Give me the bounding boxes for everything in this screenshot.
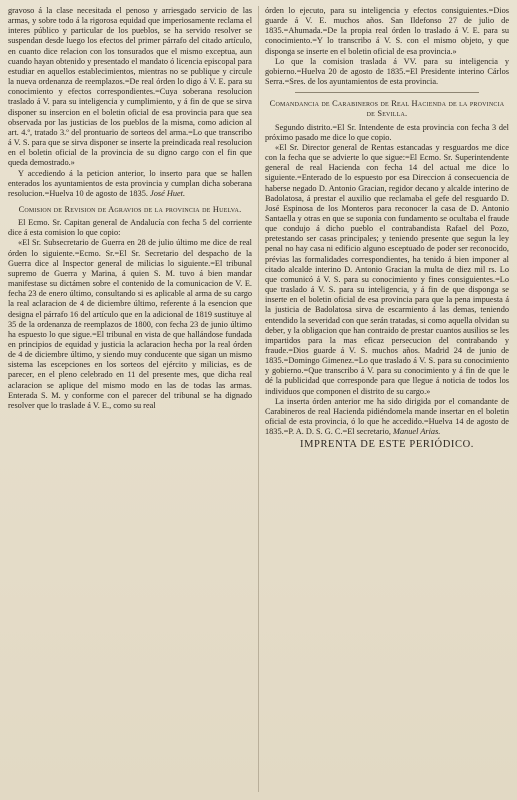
right-paragraph-5-signature: Manuel Arias. bbox=[393, 427, 441, 437]
right-paragraph-2: Lo que la comision traslada á VV. para su inteligencia y gobierno.=Huelva 20 de agosto de 1835.=El Presidente interino Cárlos Serra.=Sres. de los ayuntamientos de esta provincia. bbox=[265, 56, 509, 87]
left-paragraph-2 bbox=[8, 169, 252, 199]
left-paragraph-3: El Ecmo. Sr. Capitan general de Andalucía con fecha 5 del corriente dice á esta comision lo que copio: bbox=[8, 218, 252, 238]
section-divider bbox=[295, 92, 479, 93]
right-column bbox=[258, 6, 509, 792]
right-section-heading: Comandancia de Carabineros de Real Hacienda de la provincia de Sevilla. bbox=[269, 99, 505, 119]
left-paragraph-1: gravoso á la clase necesitada el penoso y arriesgado servicio de las armas, y sobre todo á la rigorosa equidad que imperiosamente reclama el interes público y particular de los pueblos, se ha servido resolver se suspendan desde luego los efectos del primer párrafo del citado artículo, en cuanto dice relacion con los tonsurados que el mismo exceptua, aun cuando hayan obtenido y presentado el mandato ó licencia episcopal para estudiar en aquellos establecimientos, mientras no se publique y circule la nueva ordenanza de reemplazos.=De real órden lo digo á V. E. para su conocimiento y efectos correspondientes.=Cuya soberana resolucion traslado á V. para su inteligencia y cumplimiento, y á fin de que se sirva disponer su insercion en el boletin oficial de esa provincia para que sea observada por las justicias de los pueblos de la misma, como adicion al art. 4.º, tratado 3.º del prontuario de sorteos del arma.=Lo que transcribo á V. S. para que se sirva disponer se inserte la preindicada real resolucion en el boletin oficial de la provincia de su digno cargo con el fin que queda demostrado.» bbox=[8, 6, 252, 168]
right-paragraph-4: «El Sr. Director general de Rentas estancadas y resguardos me dice con la fecha que se advierte lo que sigue:=El Ecmo. Sr. Superintendente general de real Hacienda con fecha 14 del actual me dice lo siguiente.=Enterado de lo espuesto por esa Direccion á consecuencia de haberse negado D. Antonio Gracian, regidor decano y alcalde interino de Badolatosa, á prestar el auxilio que reclamaba el gefe del resguardo D. José Espinosa de los Monteros para reconocer la casa de D. Antonio Santaella y otras en que se suponia con fundamento se ocultaba el fraude que condujo á dicho pueblo el contrabandista Rafael del Pozo, pretestando ser casas principales; y teniendo presente que segun la ley penal no hay casa ni edificio alguno esceptuado de poder ser reconocido, prévias las formalidades correspondientes, ha tenido á bien imponer al citado alcalde interino D. Antonio Gracian la multa de diez mil rs. Lo que comunicó á V. S. para su conocimiento y fines consiguientes.=Lo que traslado á V. S. para su inteligencia, y á fin de que disponga se inserte en el boletin oficial de esa provincia para que la pena impuesta á la justicia de Badolatosa sirva de escarmiento á las demas, teniendo entendido la severidad con que serán tratadas, si como aquella olvidan su deber, y la obligacion que han contraido de prestar cuantos ausilios se les impartidos para la mas eficaz persecucion del contrabando y fraude.=Dios guarde á V. S. muchos años. Madrid 24 de junio de 1835.=Domingo Gimenez.=Lo que traslado á V. S. para su conocimiento y gobierno.=Que transcribo á V. para su conocimiento y á fin de que le dé la publicidad que corresponde para que llegue á noticia de todos los individuos que componen el distrito de su cargo.» bbox=[265, 142, 509, 396]
two-column-layout bbox=[8, 6, 509, 792]
left-paragraph-4: «El Sr. Subsecretario de Guerra en 28 de julio último me dice de real órden lo siguiente.=Ecmo. Sr.=El Sr. Secretario del despacho de la Guerra dice al Inspector general de milicias lo siguiente.=El tribunal supremo de Guerra y Marina, á quien S. M. tuvo á bien mandar manifestase su dictámen sobre el contenido de la comunicacion de V. E. fecha 23 de enero último, consultando si es aplicable al arma de su cargo la real aclaracion de 4 de diciembre último, referente á la esencion que designa el párrafo 16 del artículo que en la adicional de 1819 sustituye al 35 de la ordenanza de reemplazos de 1800, con fecha 23 de junio último ha espuesto lo que sigue.=El tribunal en vista de que hallándose fundada en principios de equidad y justicia la aclaracion hecha por la real órden de 4 de diciembre último, y siendo muy conducente que sigan un mismo sistema las escepciones en los sorteos del ejército y milicias, es de parecer, en el pleno celebrado en 11 del presente mes, que dicha real aclaracion se aplique del mismo modo en las de todas las armas. Enterada S. M. y conforme con el parecer del tribunal se ha dignado resolver que lo traslade á V. E., como su real bbox=[8, 238, 252, 410]
right-paragraph-5-text: La inserta órden anterior me ha sido dirigida por el comandante de Carabineros de real Hacienda pidiéndomela mande insertar en el boletin oficial de esta provincia, ó lo que he accedido.=Huelva 14 de agosto de 1835.=P. A. D. S. G. C.=El secretario, bbox=[265, 396, 509, 437]
right-paragraph-5 bbox=[265, 397, 509, 438]
right-paragraph-3: Segundo distrito.=El Sr. Intendente de esta provincia con fecha 3 del próximo pasado me dice lo que copio. bbox=[265, 122, 509, 142]
printer-imprint: IMPRENTA DE ESTE PERIÓDICO. bbox=[299, 439, 475, 451]
left-paragraph-2-text: Y accediendo á la peticion anterior, lo inserto para que se hallen enterados los ayuntamientos de esta provincia y cumplan dicha soberana resolucion.=Huelva 10 de agosto de 1835. bbox=[8, 168, 252, 198]
left-paragraph-2-signature: José Huet. bbox=[150, 188, 186, 198]
right-paragraph-1: órden lo ejecuto, para su inteligencia y efectos consiguientes.=Dios guarde á V. E. muchos años. San Ildefonso 27 de julio de 1835.=Ahumada.=De la propia real órden lo traslado á V. E. para su conocimiento.=Y lo transcribo á V. S. con el mismo objeto, y que disponga se inserte en el boletin oficial de esa provincia.» bbox=[265, 6, 509, 56]
left-section-heading: Comision de Revision de Agravios de la provincia de Huelva. bbox=[18, 204, 242, 214]
left-column bbox=[8, 6, 252, 792]
